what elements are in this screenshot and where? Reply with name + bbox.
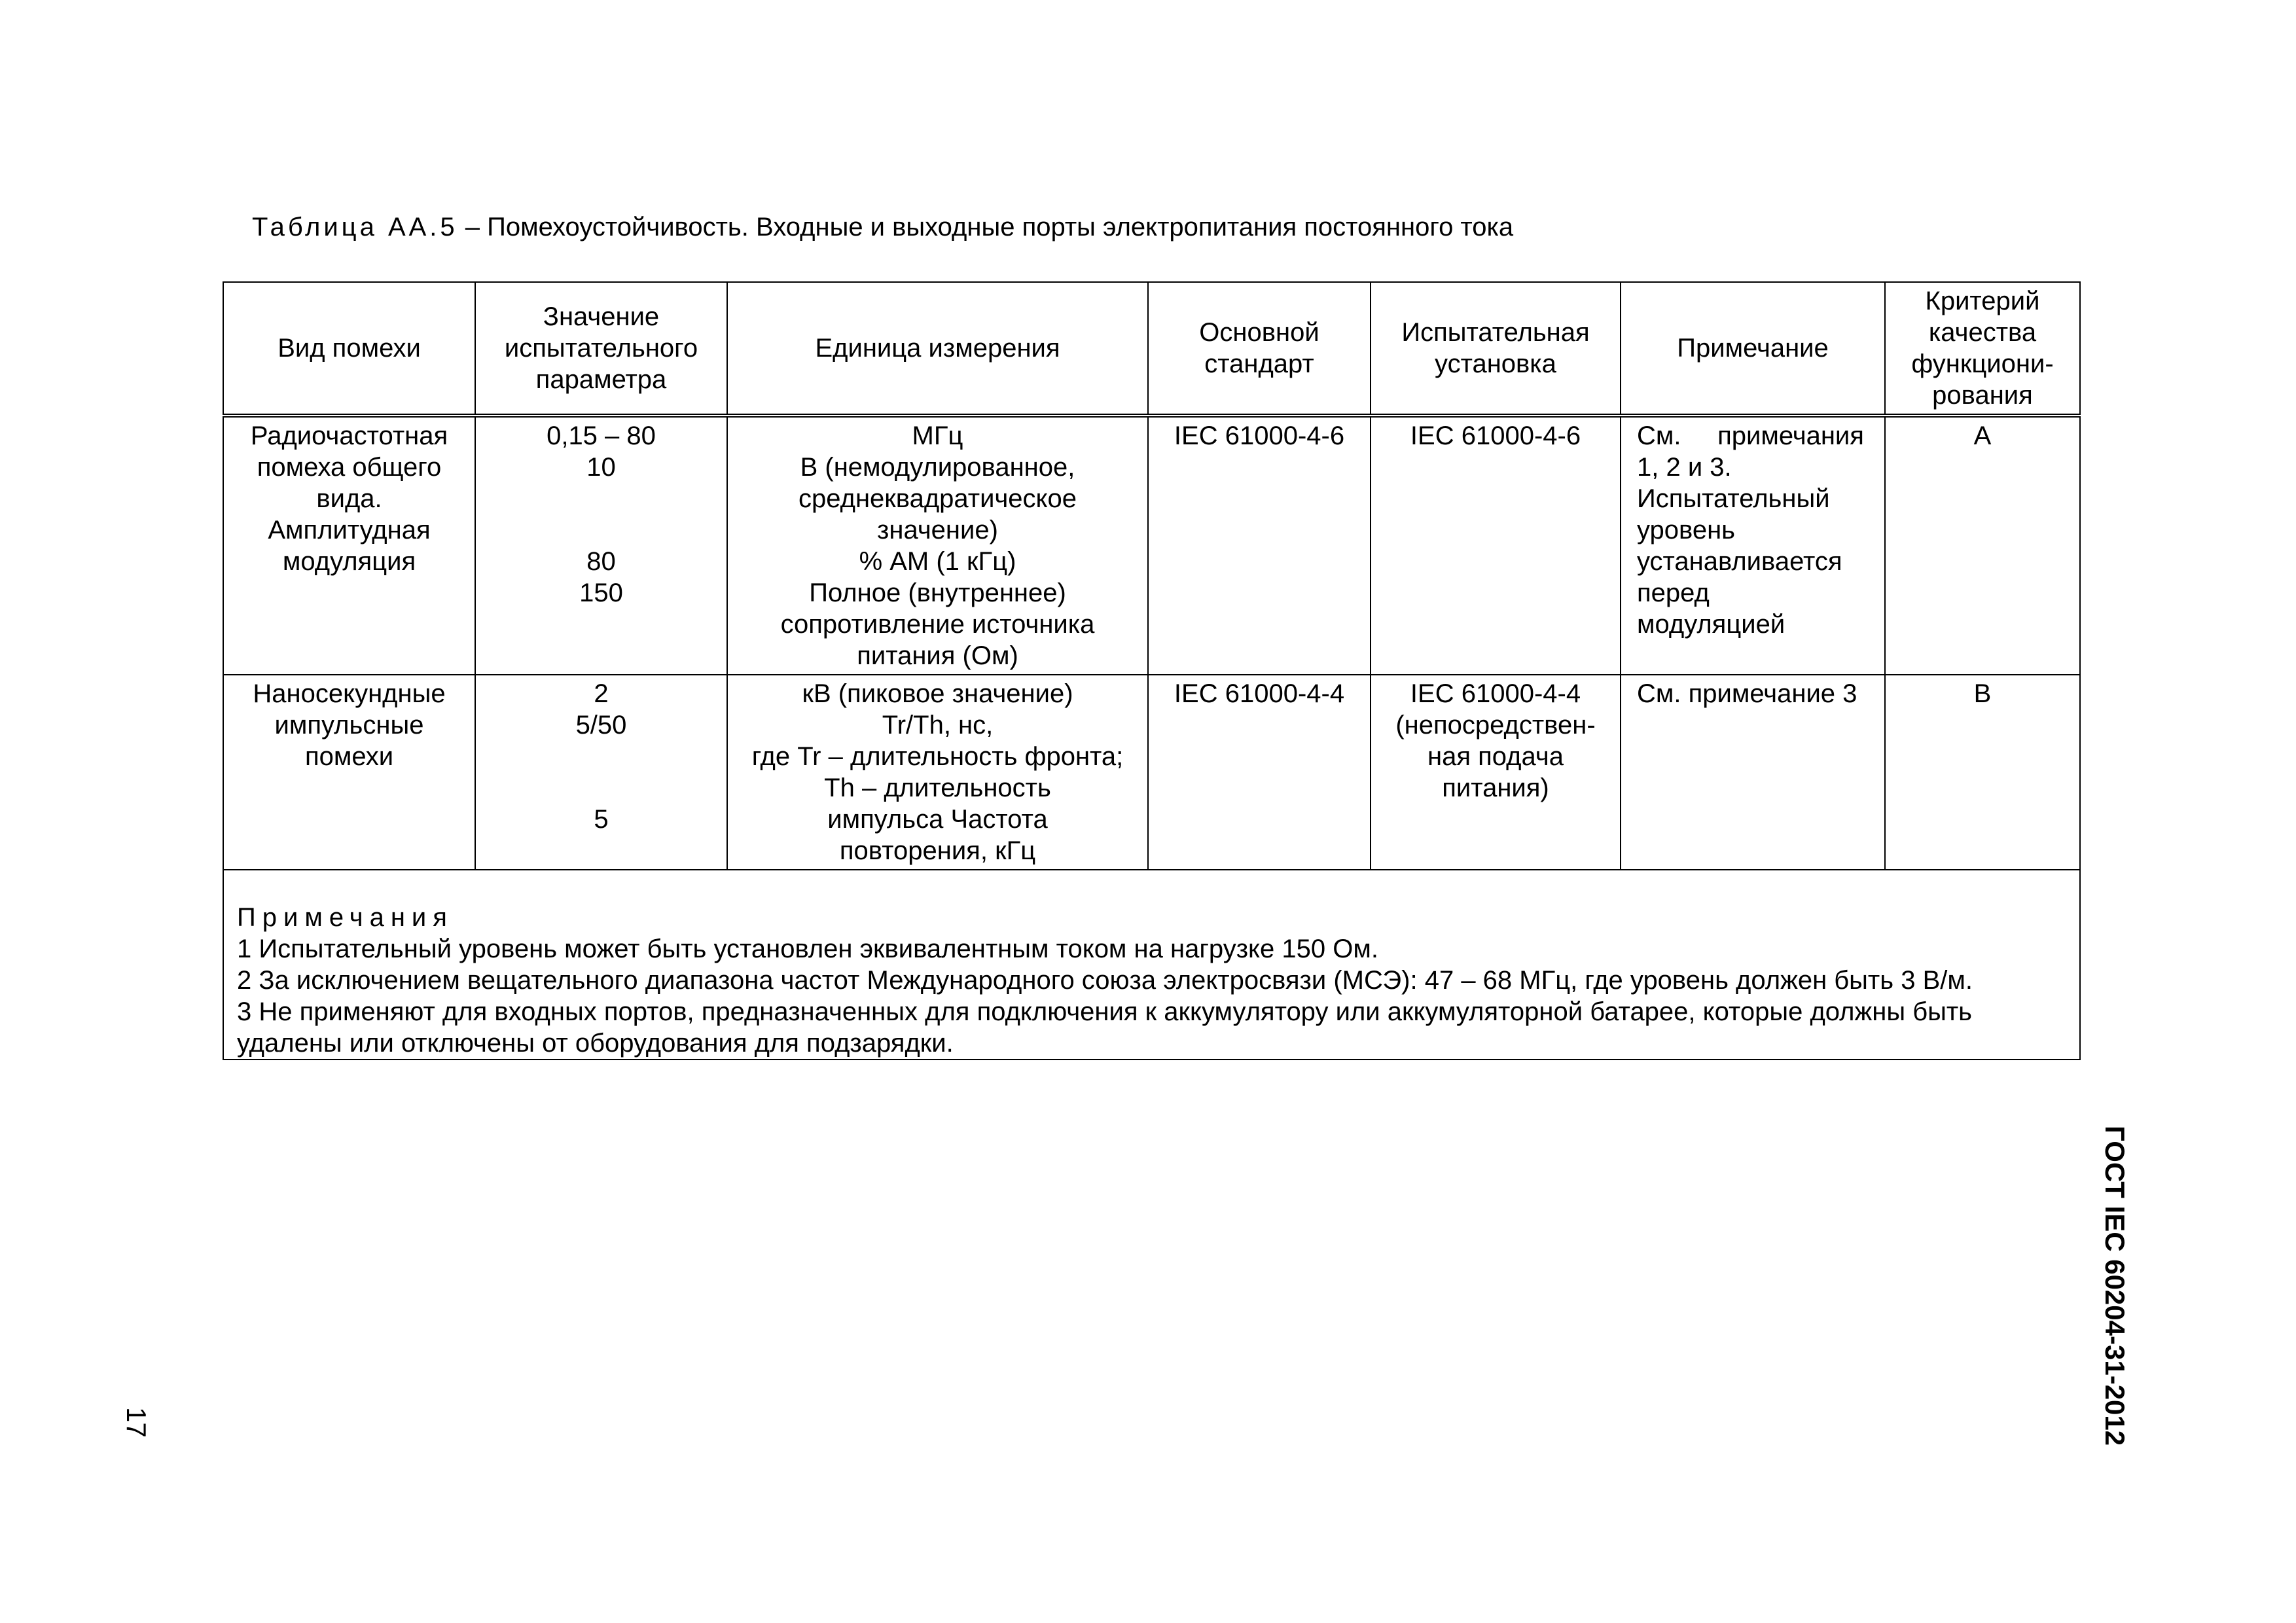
- text-line: В (немодулированное,: [800, 453, 1075, 482]
- text-line: повторения, кГц: [839, 836, 1036, 865]
- cell-units: [727, 416, 1148, 675]
- text-line: модуляцией: [1637, 610, 1785, 639]
- value-line: 0,15 – 80: [547, 421, 656, 450]
- cell-note: См. примечание 3: [1621, 675, 1885, 870]
- header-test-setup: Испытательная установка: [1371, 282, 1621, 416]
- table-caption: [252, 213, 1513, 242]
- cell-test-values: [475, 416, 727, 675]
- cell-basic-standard: IEC 61000-4-4: [1148, 675, 1371, 870]
- cell-units: [727, 675, 1148, 870]
- text-line: Испытательный: [1637, 484, 1830, 513]
- value-line: [482, 514, 720, 546]
- text-line: (непосредствен-: [1395, 711, 1596, 740]
- immunity-table: [223, 281, 2081, 1060]
- value-line: [482, 483, 720, 514]
- cell-note: [1621, 416, 1885, 675]
- text-line: значение): [877, 516, 998, 544]
- document-code: ГОСТ IEC 60204-31-2012: [2100, 1126, 2130, 1446]
- text-line: См. примечания: [1637, 421, 1864, 450]
- text-line: Полное (внутреннее): [809, 579, 1066, 607]
- text-line: Th – длительность: [824, 774, 1051, 802]
- value-line: 150: [579, 579, 623, 607]
- text-line: кВ (пиковое значение): [802, 679, 1073, 708]
- value-line: 10: [586, 453, 616, 482]
- cell-disturbance-type: [223, 675, 475, 870]
- cell-test-setup: [1371, 675, 1621, 870]
- note-item: 2 За исключением вещательного диапазона частот Международного союза электросвязи (МСЭ): 47 – 68 МГц, где уровень должен быть 3 В/м.: [237, 966, 1973, 995]
- notes-title: Примечания: [237, 903, 454, 932]
- table-caption-label: Таблица АА.5: [252, 213, 458, 241]
- text-line: уровень: [1637, 516, 1736, 544]
- text-line: помехи: [304, 742, 394, 771]
- header-disturbance-type: Вид помехи: [223, 282, 475, 416]
- cell-test-values: [475, 675, 727, 870]
- notes-cell: [223, 870, 2080, 1060]
- notes-row: [223, 870, 2080, 1060]
- text-line: ная подача: [1427, 742, 1564, 771]
- text-line: Наносекундные: [253, 679, 446, 708]
- text-line: МГц: [912, 421, 963, 450]
- text-line: импульсные: [274, 711, 424, 740]
- cell-basic-standard: IEC 61000-4-6: [1148, 416, 1371, 675]
- text-line: среднеквадратическое: [798, 484, 1077, 513]
- value-line: 2: [594, 679, 609, 708]
- text-line: 1, 2 и 3.: [1637, 453, 1732, 482]
- header-test-value: Значение испытательного параметра: [475, 282, 727, 416]
- note-item: 3 Не применяют для входных портов, предназначенных для подключения к аккумулятору или аккумуляторной батарее, которые должны быть удалены или отключены от оборудования для подзарядки.: [237, 997, 1973, 1058]
- table-caption-text: – Помехоустойчивость. Входные и выходные порты электропитания постоянного тока: [457, 213, 1514, 241]
- text-line: где Tr – длительность фронта;: [751, 742, 1124, 771]
- text-line: сопротивление источника: [780, 610, 1095, 639]
- text-line: перед: [1637, 579, 1710, 607]
- text-line: Радиочастотная: [250, 421, 448, 450]
- table-header-row: [223, 282, 2080, 416]
- value-line: [482, 772, 720, 804]
- text-line: импульса Частота: [827, 805, 1048, 834]
- cell-test-setup: IEC 61000-4-6: [1371, 416, 1621, 675]
- text-line: питания (Ом): [857, 641, 1018, 670]
- text-line: устанавливается: [1637, 547, 1842, 576]
- cell-disturbance-type: [223, 416, 475, 675]
- cell-criterion: B: [1885, 675, 2080, 870]
- value-line: 5: [594, 805, 609, 834]
- text-line: питания): [1442, 774, 1549, 802]
- value-line: 5/50: [575, 711, 627, 740]
- text-line: IEC 61000-4-4: [1410, 679, 1581, 708]
- header-note: Примечание: [1621, 282, 1885, 416]
- text-line: помеха общего: [257, 453, 442, 482]
- text-line: Амплитудная: [268, 516, 431, 544]
- table-row: [223, 416, 2080, 675]
- text-line: модуляция: [282, 547, 416, 576]
- page-number: 17: [121, 1407, 152, 1438]
- text-line: вида.: [316, 484, 382, 513]
- text-line: Tr/Th, нс,: [882, 711, 994, 740]
- value-line: 80: [586, 547, 616, 576]
- note-item: 1 Испытательный уровень может быть установлен эквивалентным током на нагрузке 150 Ом.: [237, 935, 1378, 963]
- text-line: % АМ (1 кГц): [859, 547, 1016, 576]
- table-row: [223, 675, 2080, 870]
- header-unit: Единица измерения: [727, 282, 1148, 416]
- header-basic-standard: Основной стандарт: [1148, 282, 1371, 416]
- header-criterion: Критерий качества функциони-рования: [1885, 282, 2080, 416]
- value-line: [482, 741, 720, 772]
- cell-criterion: A: [1885, 416, 2080, 675]
